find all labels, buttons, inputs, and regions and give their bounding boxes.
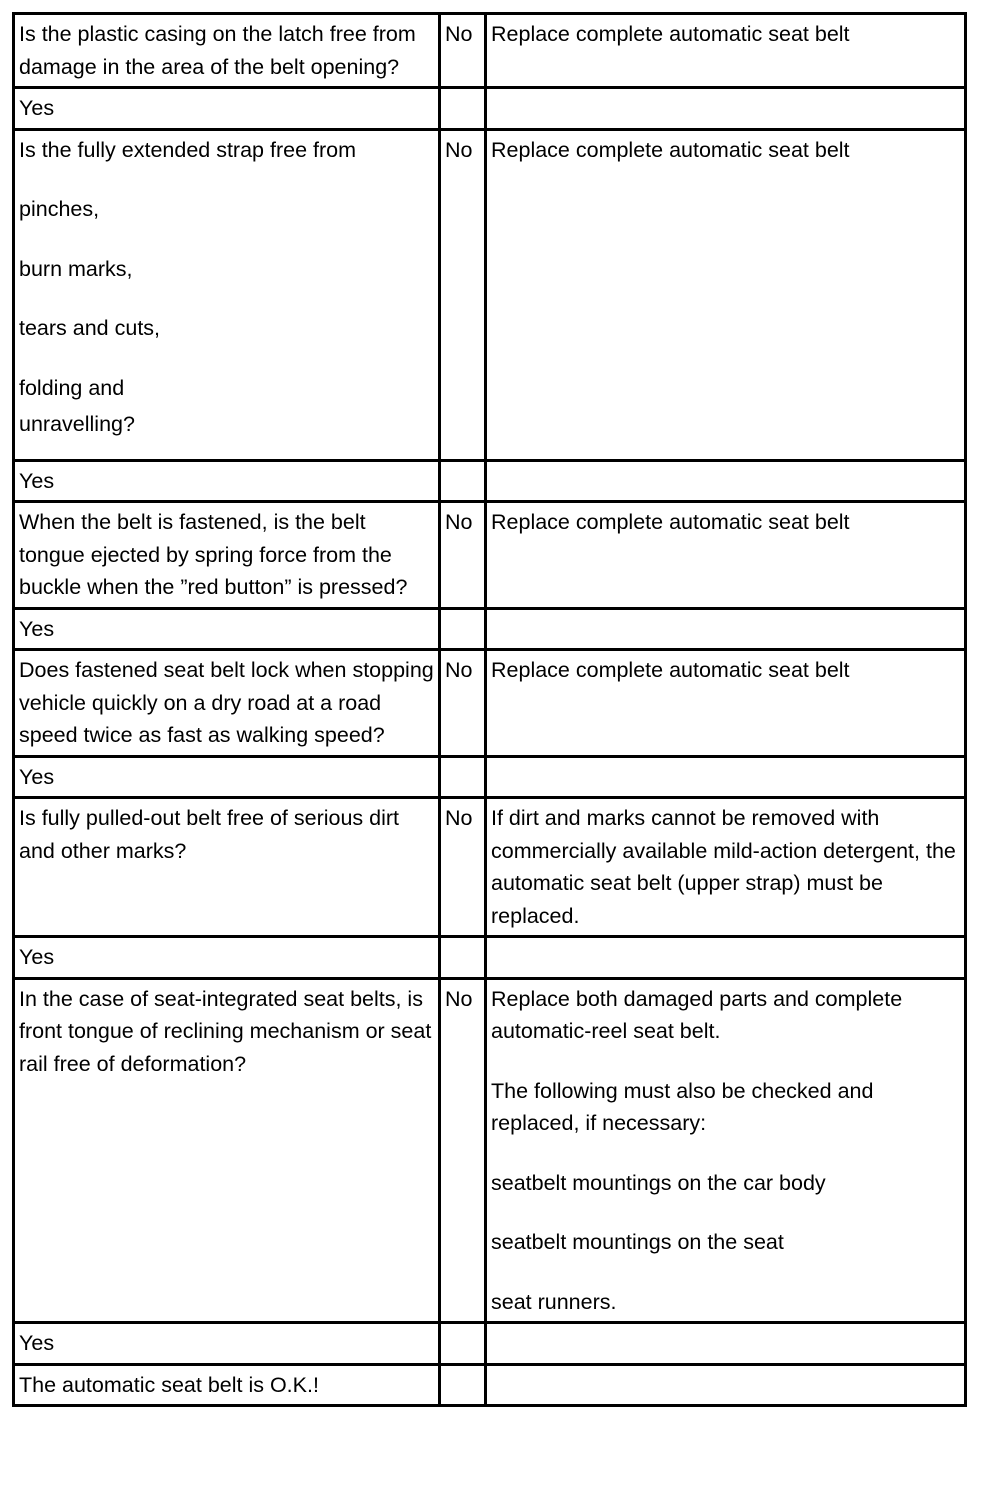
answer-yes: Yes [19, 1331, 55, 1355]
empty-cell [486, 1323, 966, 1365]
table-row [14, 14, 966, 88]
answer-cell [440, 14, 486, 88]
action-note: The following must also be checked and replaced, if necessary: [491, 1078, 874, 1135]
empty-cell [486, 460, 966, 502]
question-text: Is the plastic casing on the latch free from damage in the area of the belt opening? [19, 22, 416, 79]
action-text: Replace complete automatic seat belt [491, 510, 850, 534]
answer-cell [440, 129, 486, 460]
table-row [14, 608, 966, 650]
empty-cell [440, 1323, 486, 1365]
empty-cell [440, 608, 486, 650]
empty-cell [440, 460, 486, 502]
empty-cell [486, 756, 966, 798]
list-item: seat runners. [491, 1289, 617, 1314]
answer-no: No [445, 658, 473, 682]
list-item: tears and cuts, [19, 316, 161, 340]
action-text: Replace complete automatic seat belt [491, 658, 850, 682]
action-text: Replace both damaged parts and complete automatic-reel seat belt. [491, 986, 903, 1043]
yes-cell [14, 88, 440, 130]
question-text: In the case of seat-integrated seat belts, is front tongue of reclining mechanism or seat rail free of deformation? [19, 986, 432, 1076]
table-row [14, 978, 966, 1323]
question-text: Is the fully extended strap free from [19, 137, 356, 162]
answer-yes: Yes [19, 96, 55, 120]
question-cell [14, 650, 440, 757]
seat-belt-inspection-table [12, 12, 967, 1407]
answer-no: No [445, 137, 473, 162]
action-text: Replace complete automatic seat belt [491, 137, 850, 162]
question-text: When the belt is fastened, is the belt tongue ejected by spring force from the buckle when the ”red button” is pressed? [19, 510, 408, 599]
result-text: The automatic seat belt is O.K.! [19, 1372, 319, 1397]
list-item: folding and [19, 375, 125, 400]
answer-yes: Yes [19, 616, 55, 641]
empty-cell [486, 937, 966, 979]
empty-cell [486, 608, 966, 650]
list-item: seatbelt mountings on the seat [491, 1230, 784, 1254]
answer-no: No [445, 22, 473, 46]
answer-no: No [445, 806, 473, 830]
empty-cell [440, 756, 486, 798]
answer-no: No [445, 510, 473, 534]
action-cell [486, 978, 966, 1323]
list-item: unravelling? [19, 412, 135, 436]
question-cell [14, 129, 440, 460]
list-item: burn marks, [19, 256, 133, 281]
answer-cell [440, 798, 486, 937]
list-item: seatbelt mountings on the car body [491, 1170, 826, 1195]
empty-cell [486, 1364, 966, 1406]
answer-yes: Yes [19, 945, 55, 969]
table-row [14, 650, 966, 757]
yes-cell [14, 608, 440, 650]
yes-cell [14, 937, 440, 979]
action-cell [486, 14, 966, 88]
table-row [14, 937, 966, 979]
action-cell [486, 502, 966, 609]
action-cell [486, 129, 966, 460]
question-text: Does fastened seat belt lock when stopping vehicle quickly on a dry road at a road speed twice as fast as walking speed? [19, 658, 434, 747]
table-row [14, 502, 966, 609]
result-cell [14, 1364, 440, 1406]
answer-yes: Yes [19, 468, 55, 493]
answer-no: No [445, 986, 473, 1011]
list-item: pinches, [19, 197, 100, 221]
question-text: Is fully pulled-out belt free of serious dirt and other marks? [19, 806, 400, 863]
question-cell [14, 798, 440, 937]
yes-cell [14, 460, 440, 502]
empty-cell [440, 88, 486, 130]
table-row [14, 460, 966, 502]
table-row [14, 1364, 966, 1406]
action-text: If dirt and marks cannot be removed with commercially available mild-action detergent, the automatic seat belt (upper strap) must be replaced. [491, 806, 956, 928]
action-text: Replace complete automatic seat belt [491, 22, 850, 46]
table-row [14, 756, 966, 798]
answer-yes: Yes [19, 764, 55, 789]
answer-cell [440, 650, 486, 757]
answer-cell [440, 502, 486, 609]
action-cell [486, 650, 966, 757]
table-row [14, 129, 966, 460]
table-row [14, 798, 966, 937]
question-cell [14, 14, 440, 88]
answer-cell [440, 978, 486, 1323]
table-row [14, 1323, 966, 1365]
empty-cell [486, 88, 966, 130]
empty-cell [440, 1364, 486, 1406]
yes-cell [14, 1323, 440, 1365]
action-cell [486, 798, 966, 937]
empty-cell [440, 937, 486, 979]
question-cell [14, 978, 440, 1323]
question-cell [14, 502, 440, 609]
yes-cell [14, 756, 440, 798]
table-row [14, 88, 966, 130]
